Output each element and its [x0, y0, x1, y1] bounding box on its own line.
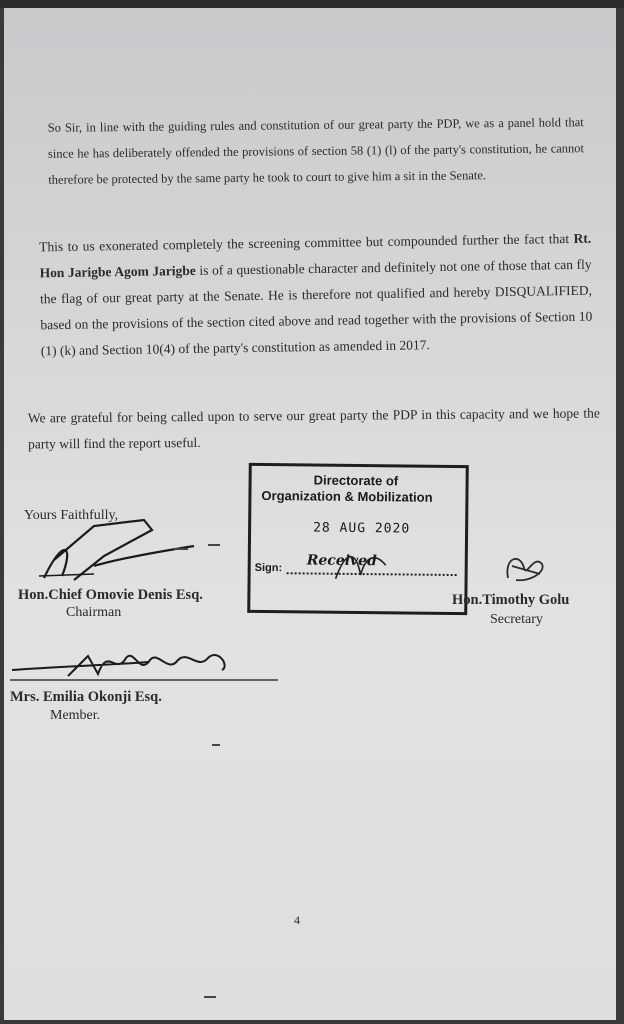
candidate-name: Rt. Hon Jarigbe Agom Jarigbe: [39, 230, 592, 281]
secretary-name: Hon.Timothy Golu: [452, 592, 570, 608]
member-signature: [8, 636, 278, 696]
stamp-signature: [331, 545, 391, 586]
chairman-signature: [34, 516, 234, 596]
chairman-name: Hon.Chief Omovie Denis Esq.: [18, 587, 203, 603]
secretary-signature: [500, 548, 550, 590]
letter-page: [4, 8, 616, 1020]
member-name: Mrs. Emilia Okonji Esq.: [10, 689, 162, 705]
stamp-received: Received: [306, 552, 377, 570]
closing-salutation: Yours Faithfully,: [24, 508, 119, 523]
stamp-line-1: Directorate of: [313, 472, 399, 489]
photo-top-edge: [0, 0, 624, 8]
pen-mark: [174, 548, 188, 550]
stamp-sign-label: Sign:: [254, 561, 283, 575]
paragraph-3: We are grateful for being called upon to serve our great party the PDP in this capacity and we hope the party will find the report useful.: [27, 405, 600, 452]
chairman-role: Chairman: [66, 605, 122, 620]
received-stamp: [247, 463, 469, 615]
pen-mark: [208, 544, 220, 546]
paragraph-2-start: This to us exonerated completely the screening committee but compounded further the fact that: [39, 230, 574, 255]
pen-mark: [204, 996, 216, 998]
paragraph-1: So Sir, in line with the guiding rules and constitution of our great party the PDP, we as a panel hold that since he has deliberately offended the provisions of section 58 (1) (l) of the party's constitution, he cannot therefore be protected by the same party he took to court to give him a sit in the Senate.: [47, 115, 585, 187]
pen-mark: [212, 744, 220, 746]
paragraph-2-end: is of a questionable character and definitely not one of those that can fly the flag of our great party at the Senate. He is therefore not qualified and hereby DISQUALIFIED, based on the provisions of the section cited above and read together with the provisions of Section 10 (1) (k) and Section 10(4) of the party's constitution as amended in 2017.: [39, 256, 593, 359]
stamp-date: 28 AUG 2020: [313, 520, 411, 537]
paragraph-2: [39, 226, 593, 365]
secretary-role: Secretary: [490, 612, 543, 627]
page-number: 4: [294, 913, 300, 927]
stamp-line-2: Organization & Mobilization: [261, 487, 433, 505]
member-role: Member.: [50, 708, 101, 723]
